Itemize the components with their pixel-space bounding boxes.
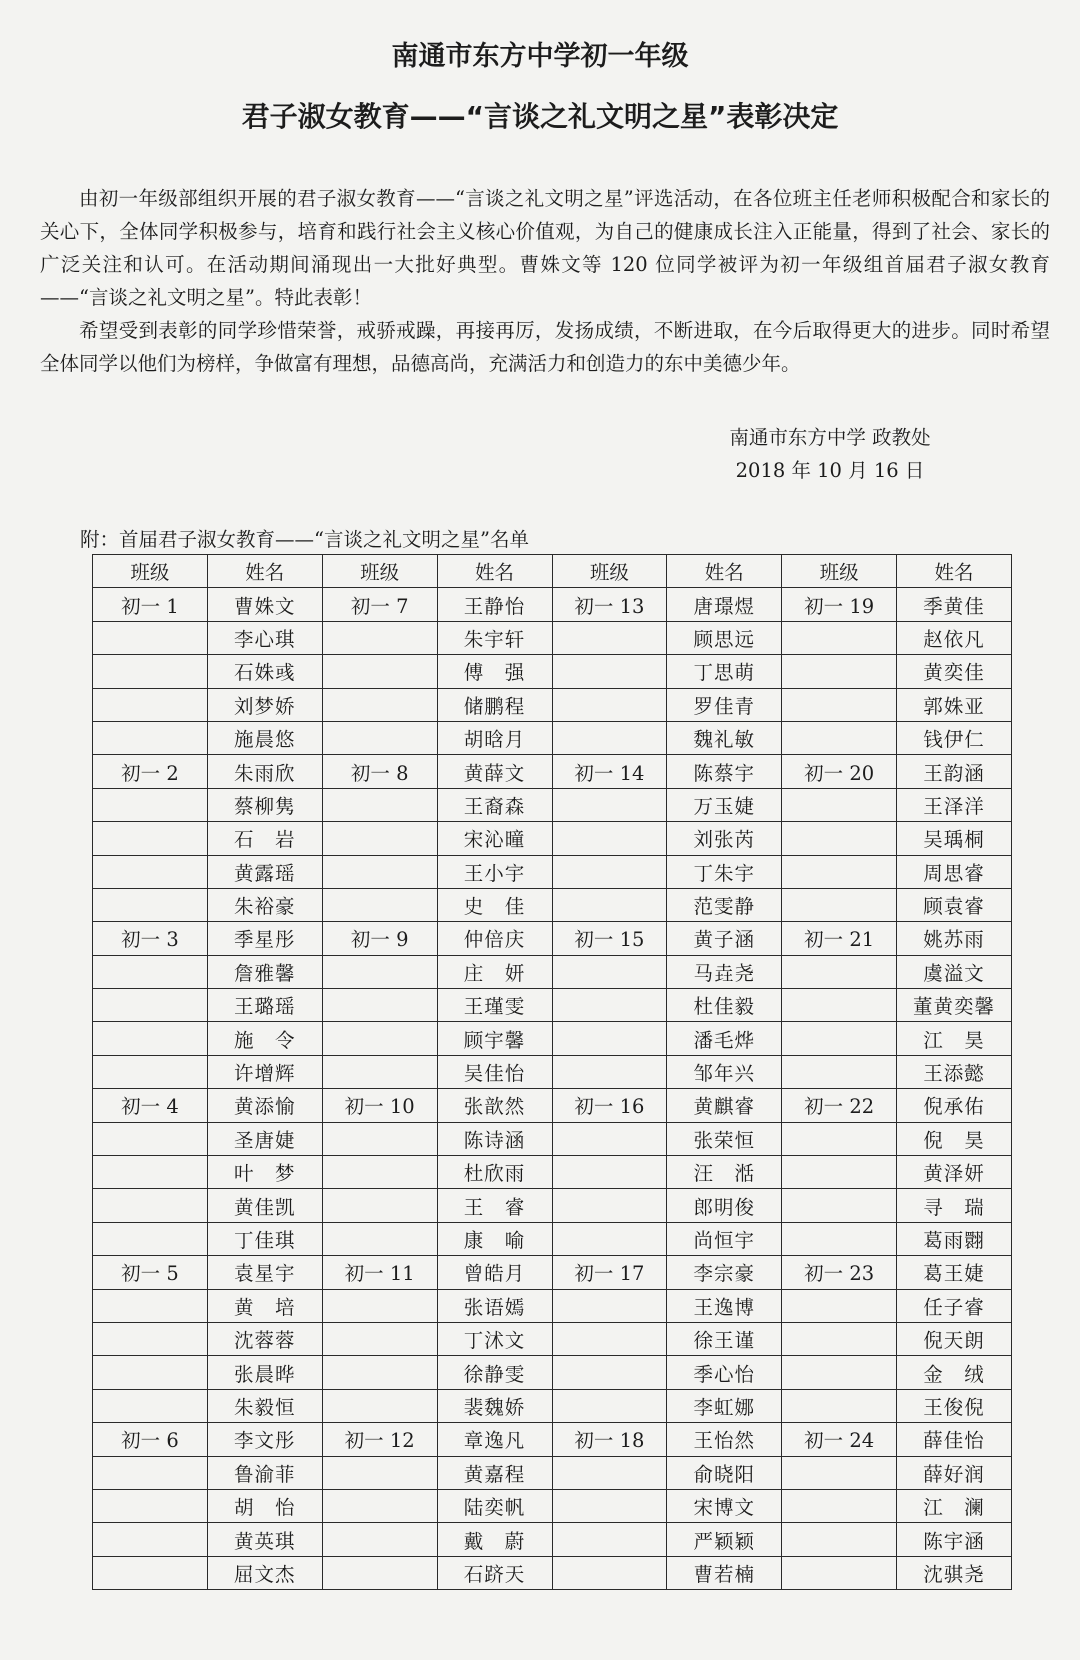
student-name-cell: 刘梦娇 bbox=[207, 688, 322, 721]
student-name-cell: 黄英琪 bbox=[207, 1523, 322, 1556]
student-name-cell: 黄泽妍 bbox=[897, 1156, 1012, 1189]
class-cell bbox=[782, 1122, 897, 1155]
class-cell bbox=[322, 1556, 437, 1589]
table-row bbox=[93, 655, 1012, 688]
class-cell bbox=[552, 1389, 667, 1422]
class-cell bbox=[552, 1022, 667, 1055]
student-name-cell: 庄 妍 bbox=[437, 955, 552, 988]
class-cell: 初一 23 bbox=[782, 1256, 897, 1289]
class-cell bbox=[322, 1389, 437, 1422]
class-cell bbox=[322, 888, 437, 921]
student-name-cell: 朱裕豪 bbox=[207, 888, 322, 921]
document-title: 南通市东方中学初一年级 bbox=[391, 41, 689, 72]
student-name-cell: 石跻天 bbox=[437, 1556, 552, 1589]
student-name-cell: 圣唐婕 bbox=[207, 1122, 322, 1155]
student-name-cell: 寻 瑞 bbox=[897, 1189, 1012, 1222]
student-name-cell: 黄麒睿 bbox=[667, 1089, 782, 1122]
student-name-cell: 倪 昊 bbox=[897, 1122, 1012, 1155]
student-name-cell: 戴 蔚 bbox=[437, 1523, 552, 1556]
student-name-cell: 倪承佑 bbox=[897, 1089, 1012, 1122]
class-cell bbox=[322, 1022, 437, 1055]
header-class: 班级 bbox=[782, 555, 897, 588]
student-name-cell: 虞溢文 bbox=[897, 955, 1012, 988]
class-cell bbox=[322, 855, 437, 888]
honoree-table bbox=[92, 554, 1012, 1590]
class-cell bbox=[93, 688, 208, 721]
class-cell: 初一 1 bbox=[93, 588, 208, 621]
student-name-cell: 施 令 bbox=[207, 1022, 322, 1055]
table-row bbox=[93, 721, 1012, 754]
student-name-cell: 尚恒宇 bbox=[667, 1222, 782, 1255]
header-name: 姓名 bbox=[667, 555, 782, 588]
header-class: 班级 bbox=[93, 555, 208, 588]
class-cell bbox=[552, 1322, 667, 1355]
student-name-cell: 宋博文 bbox=[667, 1489, 782, 1522]
annex-title: 附：首届君子淑女教育——“言谈之礼文明之星”名单 bbox=[80, 528, 529, 551]
table-row bbox=[93, 1055, 1012, 1088]
student-name-cell: 严颖颖 bbox=[667, 1523, 782, 1556]
student-name-cell: 马垚尧 bbox=[667, 955, 782, 988]
student-name-cell: 唐璟煜 bbox=[667, 588, 782, 621]
class-cell bbox=[552, 855, 667, 888]
class-cell bbox=[93, 955, 208, 988]
class-cell bbox=[552, 1356, 667, 1389]
student-name-cell: 季心怡 bbox=[667, 1356, 782, 1389]
student-name-cell: 葛雨翾 bbox=[897, 1222, 1012, 1255]
student-name-cell: 陈宇涵 bbox=[897, 1523, 1012, 1556]
class-cell bbox=[322, 1322, 437, 1355]
class-cell bbox=[782, 989, 897, 1022]
table-row bbox=[93, 1556, 1012, 1589]
class-cell bbox=[93, 888, 208, 921]
student-name-cell: 黄添愉 bbox=[207, 1089, 322, 1122]
class-cell bbox=[782, 788, 897, 821]
class-cell bbox=[782, 1156, 897, 1189]
student-name-cell: 姚苏雨 bbox=[897, 922, 1012, 955]
student-name-cell: 朱雨欣 bbox=[207, 755, 322, 788]
student-name-cell: 季星彤 bbox=[207, 922, 322, 955]
class-cell bbox=[322, 1489, 437, 1522]
table-header-row bbox=[93, 555, 1012, 588]
class-cell bbox=[782, 1389, 897, 1422]
class-cell bbox=[782, 822, 897, 855]
class-cell bbox=[552, 721, 667, 754]
table-row bbox=[93, 1322, 1012, 1355]
student-name-cell: 潘毛烨 bbox=[667, 1022, 782, 1055]
class-cell bbox=[322, 1189, 437, 1222]
class-cell: 初一 9 bbox=[322, 922, 437, 955]
student-name-cell: 俞晓阳 bbox=[667, 1456, 782, 1489]
student-name-cell: 薛好润 bbox=[897, 1456, 1012, 1489]
body-paragraph-1: 由初一年级部组织开展的君子淑女教育——“言谈之礼文明之星”评选活动，在各位班主任老师积极配合和家长的关心下，全体同学积极参与，培育和践行社会主义核心价值观，为自己的健康成长注入正能量，得到了社会、家长的广泛关注和认可。在活动期间涌现出一大批好典型。曹姝文等 120 位同学被评为初一年级组首届君子淑女教育——“言谈之礼文明之星”。特此表彰！ bbox=[40, 187, 1050, 309]
class-cell: 初一 16 bbox=[552, 1089, 667, 1122]
student-name-cell: 曹若楠 bbox=[667, 1556, 782, 1589]
student-name-cell: 黄嘉程 bbox=[437, 1456, 552, 1489]
class-cell bbox=[322, 1222, 437, 1255]
student-name-cell: 丁佳琪 bbox=[207, 1222, 322, 1255]
student-name-cell: 江 昊 bbox=[897, 1022, 1012, 1055]
class-cell bbox=[782, 1456, 897, 1489]
class-cell bbox=[782, 1222, 897, 1255]
class-cell bbox=[552, 1289, 667, 1322]
student-name-cell: 储鹏程 bbox=[437, 688, 552, 721]
class-cell bbox=[322, 822, 437, 855]
table-row bbox=[93, 855, 1012, 888]
student-name-cell: 徐静雯 bbox=[437, 1356, 552, 1389]
student-name-cell: 王璐瑶 bbox=[207, 989, 322, 1022]
class-cell: 初一 7 bbox=[322, 588, 437, 621]
student-name-cell: 王瑾雯 bbox=[437, 989, 552, 1022]
student-name-cell: 张晨晔 bbox=[207, 1356, 322, 1389]
table-row bbox=[93, 1523, 1012, 1556]
student-name-cell: 许增辉 bbox=[207, 1055, 322, 1088]
student-name-cell: 王添懿 bbox=[897, 1055, 1012, 1088]
class-cell: 初一 5 bbox=[93, 1256, 208, 1289]
table-body bbox=[93, 588, 1012, 1590]
signature-date: 2018 年 10 月 16 日 bbox=[735, 459, 925, 482]
student-name-cell: 黄奕佳 bbox=[897, 655, 1012, 688]
class-cell bbox=[322, 1055, 437, 1088]
class-cell: 初一 8 bbox=[322, 755, 437, 788]
class-cell bbox=[782, 1022, 897, 1055]
class-cell: 初一 14 bbox=[552, 755, 667, 788]
class-cell bbox=[552, 955, 667, 988]
student-name-cell: 薛佳怡 bbox=[897, 1423, 1012, 1456]
class-cell bbox=[93, 855, 208, 888]
table-row bbox=[93, 1222, 1012, 1255]
class-cell: 初一 2 bbox=[93, 755, 208, 788]
table-row bbox=[93, 822, 1012, 855]
class-cell bbox=[322, 955, 437, 988]
student-name-cell: 汪 湉 bbox=[667, 1156, 782, 1189]
table-row bbox=[93, 1489, 1012, 1522]
student-name-cell: 康 喻 bbox=[437, 1222, 552, 1255]
student-name-cell: 史 佳 bbox=[437, 888, 552, 921]
class-cell: 初一 12 bbox=[322, 1423, 437, 1456]
class-cell bbox=[552, 655, 667, 688]
table-row bbox=[93, 955, 1012, 988]
table-row bbox=[93, 788, 1012, 821]
table-row bbox=[93, 755, 1012, 788]
student-name-cell: 顾思远 bbox=[667, 621, 782, 654]
class-cell bbox=[93, 1356, 208, 1389]
class-cell: 初一 4 bbox=[93, 1089, 208, 1122]
body-paragraph-2: 希望受到表彰的同学珍惜荣誉，戒骄戒躁，再接再厉，发扬成绩，不断进取，在今后取得更大的进步。同时希望全体同学以他们为榜样，争做富有理想，品德高尚，充满活力和创造力的东中美德少年。 bbox=[40, 319, 1050, 375]
student-name-cell: 吴瑀桐 bbox=[897, 822, 1012, 855]
student-name-cell: 黄薛文 bbox=[437, 755, 552, 788]
class-cell bbox=[322, 1122, 437, 1155]
student-name-cell: 杜欣雨 bbox=[437, 1156, 552, 1189]
student-name-cell: 张荣恒 bbox=[667, 1122, 782, 1155]
student-name-cell: 詹雅馨 bbox=[207, 955, 322, 988]
student-name-cell: 叶 梦 bbox=[207, 1156, 322, 1189]
class-cell bbox=[552, 1523, 667, 1556]
table-row bbox=[93, 1389, 1012, 1422]
student-name-cell: 金 绒 bbox=[897, 1356, 1012, 1389]
student-name-cell: 魏礼敏 bbox=[667, 721, 782, 754]
class-cell bbox=[93, 1489, 208, 1522]
student-name-cell: 江 澜 bbox=[897, 1489, 1012, 1522]
class-cell bbox=[322, 1523, 437, 1556]
student-name-cell: 石 岩 bbox=[207, 822, 322, 855]
class-cell bbox=[93, 1156, 208, 1189]
table-row bbox=[93, 1156, 1012, 1189]
student-name-cell: 王怡然 bbox=[667, 1423, 782, 1456]
table-row bbox=[93, 888, 1012, 921]
class-cell: 初一 24 bbox=[782, 1423, 897, 1456]
class-cell bbox=[552, 989, 667, 1022]
student-name-cell: 黄露瑶 bbox=[207, 855, 322, 888]
student-name-cell: 屈文杰 bbox=[207, 1556, 322, 1589]
class-cell bbox=[552, 1222, 667, 1255]
class-cell: 初一 13 bbox=[552, 588, 667, 621]
class-cell bbox=[322, 1356, 437, 1389]
class-cell: 初一 20 bbox=[782, 755, 897, 788]
student-name-cell: 倪天朗 bbox=[897, 1322, 1012, 1355]
class-cell bbox=[93, 1055, 208, 1088]
class-cell bbox=[93, 1222, 208, 1255]
document-body bbox=[40, 182, 1050, 380]
student-name-cell: 仲倍庆 bbox=[437, 922, 552, 955]
student-name-cell: 王裔森 bbox=[437, 788, 552, 821]
student-name-cell: 李文彤 bbox=[207, 1423, 322, 1456]
table-row bbox=[93, 1122, 1012, 1155]
class-cell: 初一 3 bbox=[93, 922, 208, 955]
document-subtitle: 君子淑女教育——“言谈之礼文明之星”表彰决定 bbox=[241, 100, 839, 133]
student-name-cell: 陈诗涵 bbox=[437, 1122, 552, 1155]
student-name-cell: 陆奕帆 bbox=[437, 1489, 552, 1522]
student-name-cell: 季黄佳 bbox=[897, 588, 1012, 621]
class-cell bbox=[782, 1289, 897, 1322]
class-cell bbox=[322, 1289, 437, 1322]
student-name-cell: 周思睿 bbox=[897, 855, 1012, 888]
student-name-cell: 施晨悠 bbox=[207, 721, 322, 754]
class-cell bbox=[552, 1556, 667, 1589]
class-cell: 初一 11 bbox=[322, 1256, 437, 1289]
student-name-cell: 丁思萌 bbox=[667, 655, 782, 688]
header-class: 班级 bbox=[552, 555, 667, 588]
student-name-cell: 朱宇轩 bbox=[437, 621, 552, 654]
table-row bbox=[93, 1022, 1012, 1055]
table-row bbox=[93, 1256, 1012, 1289]
student-name-cell: 蔡柳隽 bbox=[207, 788, 322, 821]
student-name-cell: 杜佳毅 bbox=[667, 989, 782, 1022]
table-row bbox=[93, 1356, 1012, 1389]
class-cell bbox=[93, 822, 208, 855]
header-name: 姓名 bbox=[207, 555, 322, 588]
class-cell bbox=[552, 822, 667, 855]
class-cell bbox=[93, 1289, 208, 1322]
student-name-cell: 邹年兴 bbox=[667, 1055, 782, 1088]
student-name-cell: 赵依凡 bbox=[897, 621, 1012, 654]
header-class: 班级 bbox=[322, 555, 437, 588]
student-name-cell: 王 睿 bbox=[437, 1189, 552, 1222]
signature-org: 南通市东方中学 政教处 bbox=[729, 426, 931, 449]
class-cell bbox=[782, 688, 897, 721]
table-row bbox=[93, 1189, 1012, 1222]
class-cell: 初一 22 bbox=[782, 1089, 897, 1122]
class-cell bbox=[552, 1489, 667, 1522]
class-cell: 初一 6 bbox=[93, 1423, 208, 1456]
student-name-cell: 刘张芮 bbox=[667, 822, 782, 855]
student-name-cell: 顾袁睿 bbox=[897, 888, 1012, 921]
student-name-cell: 石姝彧 bbox=[207, 655, 322, 688]
class-cell bbox=[93, 1322, 208, 1355]
table-row bbox=[93, 1289, 1012, 1322]
student-name-cell: 章逸凡 bbox=[437, 1423, 552, 1456]
student-name-cell: 曾皓月 bbox=[437, 1256, 552, 1289]
class-cell bbox=[93, 1556, 208, 1589]
student-name-cell: 张歆然 bbox=[437, 1089, 552, 1122]
table-row bbox=[93, 1089, 1012, 1122]
student-name-cell: 沈骐尧 bbox=[897, 1556, 1012, 1589]
student-name-cell: 李心琪 bbox=[207, 621, 322, 654]
student-name-cell: 黄佳凯 bbox=[207, 1189, 322, 1222]
table-row bbox=[93, 688, 1012, 721]
class-cell: 初一 17 bbox=[552, 1256, 667, 1289]
header-name: 姓名 bbox=[897, 555, 1012, 588]
student-name-cell: 董黄奕馨 bbox=[897, 989, 1012, 1022]
class-cell bbox=[93, 989, 208, 1022]
class-cell bbox=[782, 888, 897, 921]
class-cell bbox=[552, 888, 667, 921]
class-cell bbox=[93, 1389, 208, 1422]
class-cell bbox=[552, 1122, 667, 1155]
student-name-cell: 李宗豪 bbox=[667, 1256, 782, 1289]
student-name-cell: 葛王婕 bbox=[897, 1256, 1012, 1289]
class-cell: 初一 10 bbox=[322, 1089, 437, 1122]
header-name: 姓名 bbox=[437, 555, 552, 588]
class-cell bbox=[322, 989, 437, 1022]
student-name-cell: 任子睿 bbox=[897, 1289, 1012, 1322]
class-cell bbox=[782, 1322, 897, 1355]
class-cell bbox=[322, 788, 437, 821]
student-name-cell: 王静怡 bbox=[437, 588, 552, 621]
class-cell bbox=[552, 1189, 667, 1222]
class-cell bbox=[322, 688, 437, 721]
student-name-cell: 黄子涵 bbox=[667, 922, 782, 955]
class-cell bbox=[93, 1189, 208, 1222]
class-cell bbox=[782, 1189, 897, 1222]
table-row bbox=[93, 1456, 1012, 1489]
class-cell bbox=[93, 655, 208, 688]
class-cell bbox=[93, 621, 208, 654]
class-cell bbox=[552, 1055, 667, 1088]
class-cell bbox=[782, 621, 897, 654]
table-row bbox=[93, 922, 1012, 955]
class-cell: 初一 19 bbox=[782, 588, 897, 621]
class-cell bbox=[782, 1523, 897, 1556]
class-cell bbox=[322, 1156, 437, 1189]
student-name-cell: 陈蔡宇 bbox=[667, 755, 782, 788]
student-name-cell: 王俊倪 bbox=[897, 1389, 1012, 1422]
class-cell bbox=[322, 621, 437, 654]
table-row bbox=[93, 621, 1012, 654]
class-cell bbox=[782, 721, 897, 754]
class-cell bbox=[93, 721, 208, 754]
table-row bbox=[93, 588, 1012, 621]
student-name-cell: 李虹娜 bbox=[667, 1389, 782, 1422]
student-name-cell: 傅 强 bbox=[437, 655, 552, 688]
student-name-cell: 万玉婕 bbox=[667, 788, 782, 821]
class-cell bbox=[93, 788, 208, 821]
student-name-cell: 徐王谨 bbox=[667, 1322, 782, 1355]
student-name-cell: 裴魏娇 bbox=[437, 1389, 552, 1422]
student-name-cell: 范雯静 bbox=[667, 888, 782, 921]
student-name-cell: 朱毅恒 bbox=[207, 1389, 322, 1422]
student-name-cell: 丁朱宇 bbox=[667, 855, 782, 888]
student-name-cell: 王小宇 bbox=[437, 855, 552, 888]
class-cell bbox=[322, 655, 437, 688]
class-cell bbox=[552, 1156, 667, 1189]
class-cell bbox=[782, 1556, 897, 1589]
student-name-cell: 曹姝文 bbox=[207, 588, 322, 621]
student-name-cell: 鲁渝菲 bbox=[207, 1456, 322, 1489]
student-name-cell: 王逸博 bbox=[667, 1289, 782, 1322]
class-cell bbox=[552, 1456, 667, 1489]
class-cell bbox=[782, 655, 897, 688]
class-cell: 初一 18 bbox=[552, 1423, 667, 1456]
class-cell bbox=[552, 788, 667, 821]
class-cell bbox=[93, 1523, 208, 1556]
class-cell: 初一 15 bbox=[552, 922, 667, 955]
student-name-cell: 王泽洋 bbox=[897, 788, 1012, 821]
student-name-cell: 郭姝亚 bbox=[897, 688, 1012, 721]
student-name-cell: 郎明俊 bbox=[667, 1189, 782, 1222]
class-cell bbox=[93, 1022, 208, 1055]
class-cell bbox=[782, 1055, 897, 1088]
class-cell bbox=[782, 1356, 897, 1389]
student-name-cell: 张语嫣 bbox=[437, 1289, 552, 1322]
student-name-cell: 沈蓉蓉 bbox=[207, 1322, 322, 1355]
class-cell bbox=[93, 1456, 208, 1489]
table-row bbox=[93, 1423, 1012, 1456]
class-cell bbox=[782, 855, 897, 888]
class-cell bbox=[552, 621, 667, 654]
student-name-cell: 丁沭文 bbox=[437, 1322, 552, 1355]
class-cell bbox=[93, 1122, 208, 1155]
student-name-cell: 胡晗月 bbox=[437, 721, 552, 754]
class-cell bbox=[782, 955, 897, 988]
class-cell bbox=[322, 1456, 437, 1489]
student-name-cell: 王韵涵 bbox=[897, 755, 1012, 788]
student-name-cell: 顾宇馨 bbox=[437, 1022, 552, 1055]
student-name-cell: 宋沁曈 bbox=[437, 822, 552, 855]
student-name-cell: 钱伊仁 bbox=[897, 721, 1012, 754]
class-cell bbox=[782, 1489, 897, 1522]
student-name-cell: 吴佳怡 bbox=[437, 1055, 552, 1088]
class-cell bbox=[322, 721, 437, 754]
student-name-cell: 袁星宇 bbox=[207, 1256, 322, 1289]
student-name-cell: 黄 培 bbox=[207, 1289, 322, 1322]
class-cell: 初一 21 bbox=[782, 922, 897, 955]
student-name-cell: 罗佳青 bbox=[667, 688, 782, 721]
class-cell bbox=[552, 688, 667, 721]
table-row bbox=[93, 989, 1012, 1022]
student-name-cell: 胡 怡 bbox=[207, 1489, 322, 1522]
